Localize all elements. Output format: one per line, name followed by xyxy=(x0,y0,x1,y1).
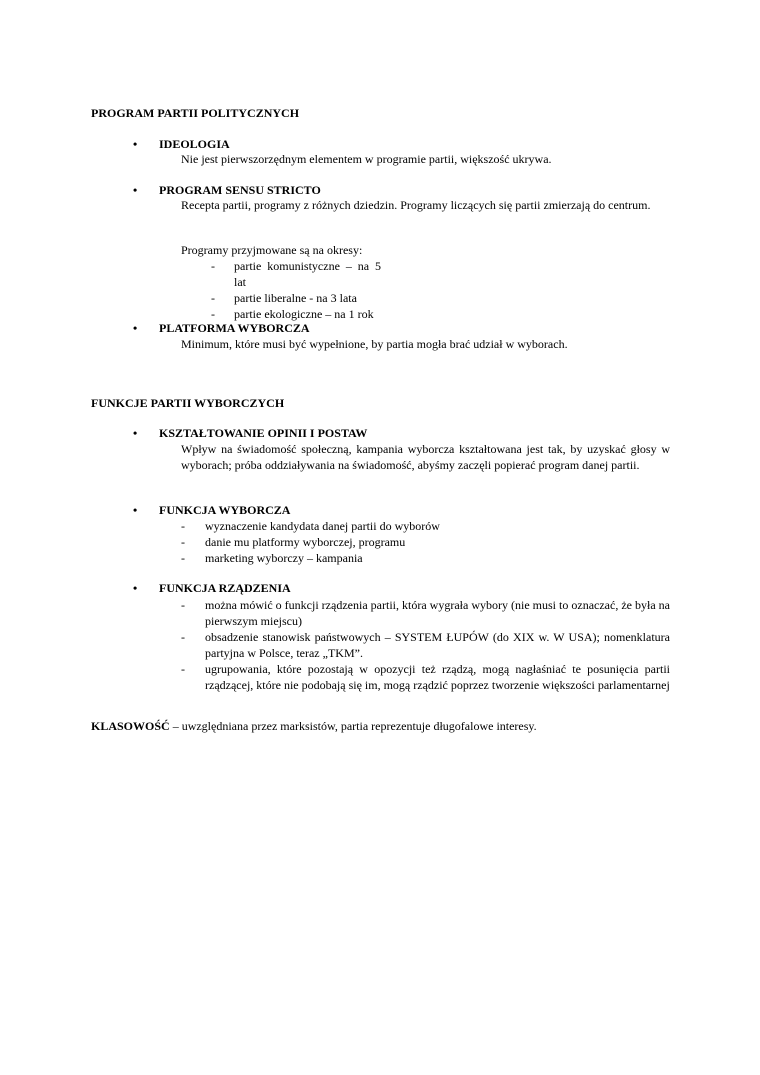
bullet-title: PROGRAM SENSU STRICTO xyxy=(159,183,321,197)
paragraph-ideologia: Nie jest pierwszorzędnym elementem w programie partii, większość ukrywa. xyxy=(181,152,552,166)
dash-icon: - xyxy=(181,630,185,644)
bullet-icon: • xyxy=(133,426,138,440)
section-heading-funkcje: FUNKCJE PARTII WYBORCZYCH xyxy=(91,396,285,410)
closing-text: – uwzględniana przez marksistów, partia reprezentuje długofalowe interesy. xyxy=(169,719,537,733)
bullet-icon: • xyxy=(133,137,138,151)
dash-icon: - xyxy=(211,291,215,305)
list-item: - marketing wyborczy – kampania xyxy=(181,551,363,565)
paragraph-program-sensu-stricto: Recepta partii, programy z różnych dziedzin. Programy liczących się partii zmierzają do centrum. xyxy=(181,198,651,212)
dash-list-funkcja-wyborcza xyxy=(181,518,670,566)
dash-list-funkcja-rzadzenia xyxy=(181,597,670,693)
list-item: - obsadzenie stanowisk państwowych – SYSTEM ŁUPÓW (do XIX w. W USA); nomenklatura partyjna w Polsce, teraz „TKM”. xyxy=(181,630,670,660)
dash-icon: - xyxy=(181,662,185,676)
dash-list-okresy xyxy=(181,258,381,322)
dash-icon: - xyxy=(181,598,185,612)
list-item: - partie komunistyczne – na 5 lat xyxy=(211,259,381,289)
dash-icon: - xyxy=(181,535,185,549)
list-item: - partie ekologiczne – na 1 rok xyxy=(211,307,374,321)
bullet-icon: • xyxy=(133,183,138,197)
dash-icon: - xyxy=(211,259,215,273)
paragraph-ksztaltowanie: Wpływ na świadomość społeczną, kampania wyborcza kształtowana jest tak, by uzyskać głosy w wyborach; próba oddziaływania na świadomość, abyśmy zaczęli popierać program danej partii. xyxy=(181,442,670,472)
closing-paragraph xyxy=(91,718,671,734)
dash-icon: - xyxy=(181,519,185,533)
paragraph-okresy: Programy przyjmowane są na okresy: xyxy=(181,243,363,257)
bullet-icon: • xyxy=(133,581,138,595)
paragraph-platforma-wyborcza: Minimum, które musi być wypełnione, by partia mogła brać udział w wyborach. xyxy=(181,337,568,351)
bullet-icon: • xyxy=(133,321,138,335)
closing-term: KLASOWOŚĆ xyxy=(91,719,170,733)
list-item: - danie mu platformy wyborczej, programu xyxy=(181,535,406,549)
section-heading-program: PROGRAM PARTII POLITYCZNYCH xyxy=(91,106,300,120)
list-item: - partie liberalne - na 3 lata xyxy=(211,291,357,305)
dash-icon: - xyxy=(211,307,215,321)
bullet-title: IDEOLOGIA xyxy=(159,137,230,151)
bullet-title: KSZTAŁTOWANIE OPINII I POSTAW xyxy=(159,426,368,440)
bullet-title: FUNKCJA RZĄDZENIA xyxy=(159,581,291,595)
list-item: - można mówić o funkcji rządzenia partii, która wygrała wybory (nie musi to oznaczać, że była na pierwszym miejscu) xyxy=(181,598,670,628)
list-item: - ugrupowania, które pozostają w opozycji też rządzą, mogą nagłaśniać te posunięcia partii rządzącej, które nie podobają się im, mogą rządzić poprzez tworzenie większości parlamentarnej xyxy=(181,662,670,692)
bullet-icon: • xyxy=(133,503,138,517)
list-item: - wyznaczenie kandydata danej partii do wyborów xyxy=(181,519,440,533)
bullet-title: PLATFORMA WYBORCZA xyxy=(159,321,310,335)
bullet-title: FUNKCJA WYBORCZA xyxy=(159,503,291,517)
dash-icon: - xyxy=(181,551,185,565)
